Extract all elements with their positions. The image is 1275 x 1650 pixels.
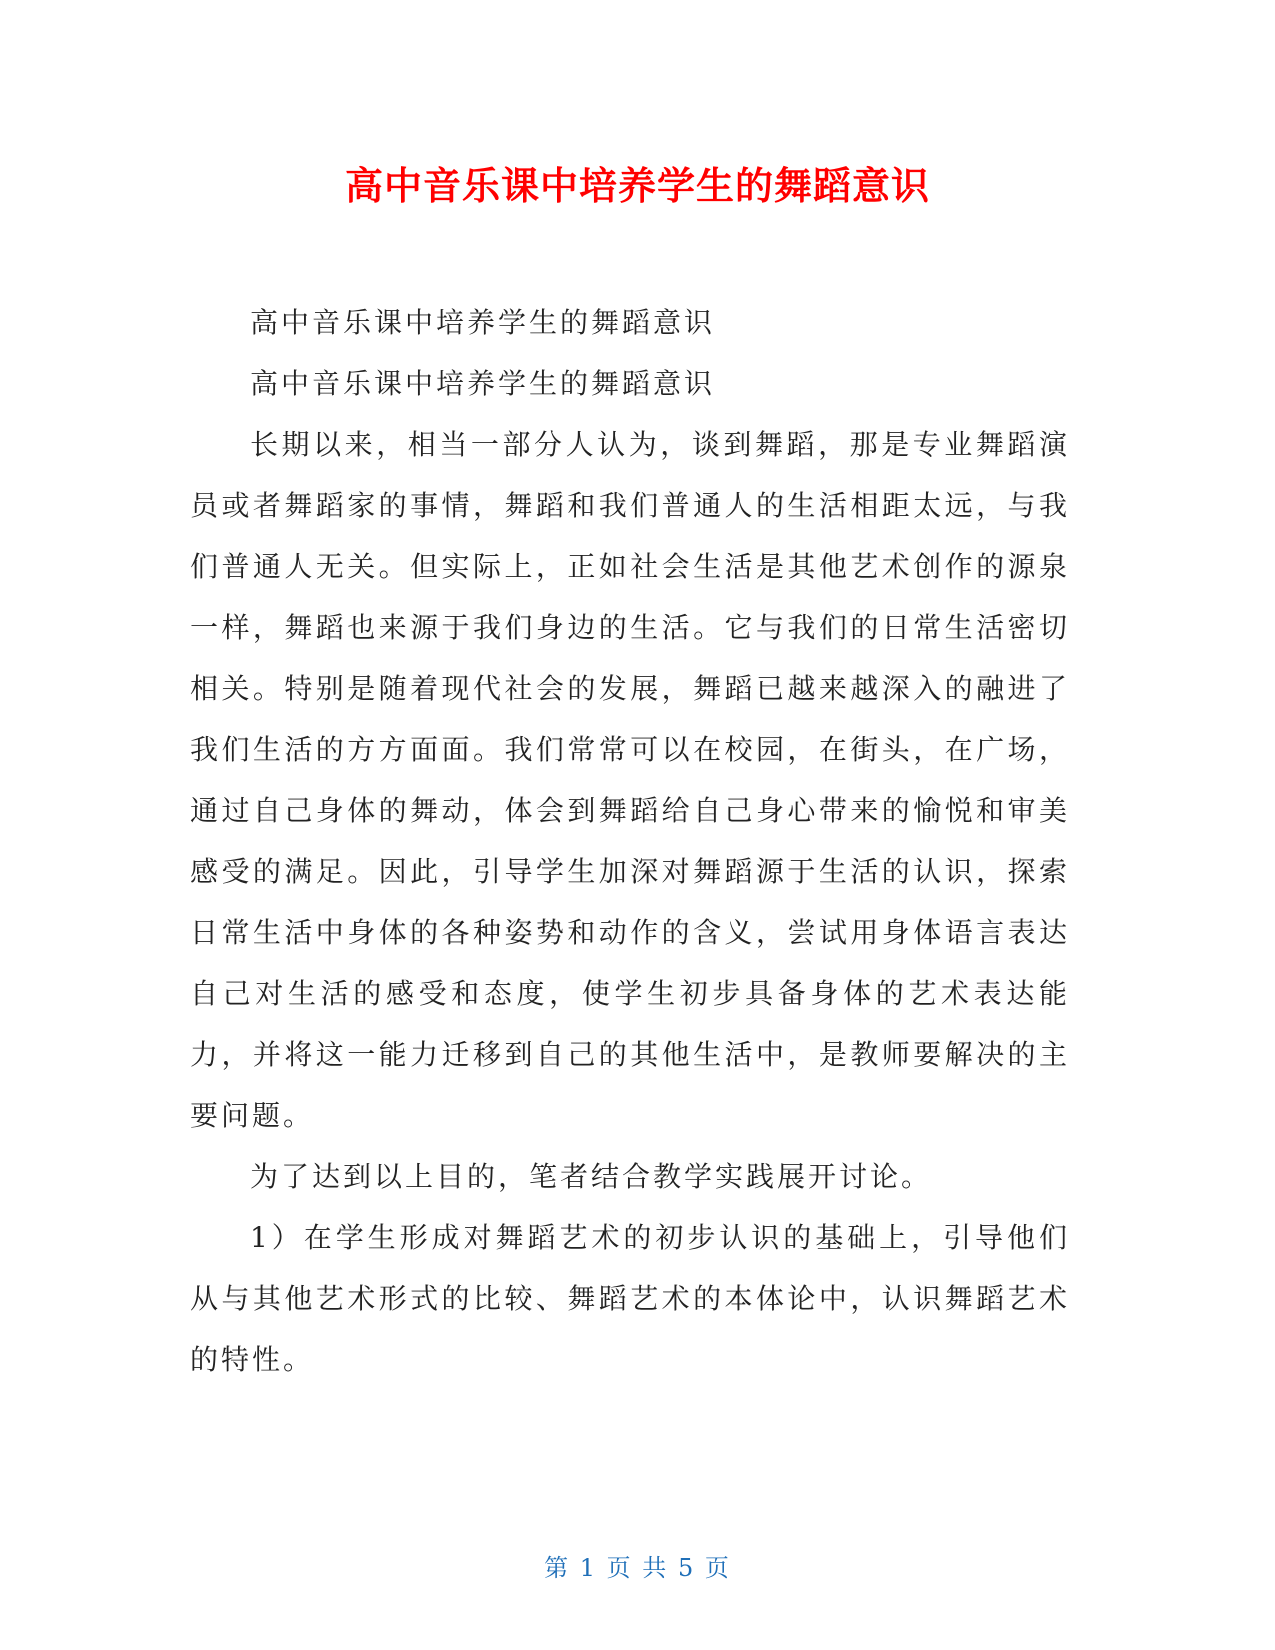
page-footer bbox=[0, 1553, 1275, 1583]
paragraph: 长期以来，相当一部分人认为，谈到舞蹈，那是专业舞蹈演员或者舞蹈家的事情，舞蹈和我们普通人的生活相距太远，与我们普通人无关。但实际上，正如社会生活是其他艺术创作的源泉一样，舞蹈也来源于我们身边的生活。它与我们的日常生活密切相关。特别是随着现代社会的发展，舞蹈已越来越深入的融进了我们生活的方方面面。我们常常可以在校园，在街头，在广场，通过自己身体的舞动，体会到舞蹈给自己身心带来的愉悦和审美感受的满足。因此，引导学生加深对舞蹈源于生活的认识，探索日常生活中身体的各种姿势和动作的含义，尝试用身体语言表达自己对生活的感受和态度，使学生初步具备身体的艺术表达能力，并将这一能力迁移到自己的其他生活中，是教师要解决的主要问题。 bbox=[190, 428, 1070, 1132]
paragraph: 高中音乐课中培养学生的舞蹈意识 bbox=[250, 367, 716, 400]
footer-middle: 页 共 bbox=[606, 1554, 669, 1582]
paragraph: 1）在学生形成对舞蹈艺术的初步认识的基础上，引导他们从与其他艺术形式的比较、舞蹈艺术的本体论中，认识舞蹈艺术的特性。 bbox=[190, 1221, 1070, 1376]
footer-total-pages: 5 bbox=[677, 1554, 696, 1582]
footer-current-page: 1 bbox=[579, 1554, 598, 1582]
document-body bbox=[190, 292, 1070, 1390]
footer-prefix: 第 bbox=[544, 1554, 571, 1582]
paragraph: 为了达到以上目的，笔者结合教学实践展开讨论。 bbox=[250, 1160, 933, 1193]
footer-suffix: 页 bbox=[704, 1554, 731, 1582]
document-title: 高中音乐课中培养学生的舞蹈意识 bbox=[344, 164, 930, 208]
paragraph: 高中音乐课中培养学生的舞蹈意识 bbox=[250, 306, 716, 339]
